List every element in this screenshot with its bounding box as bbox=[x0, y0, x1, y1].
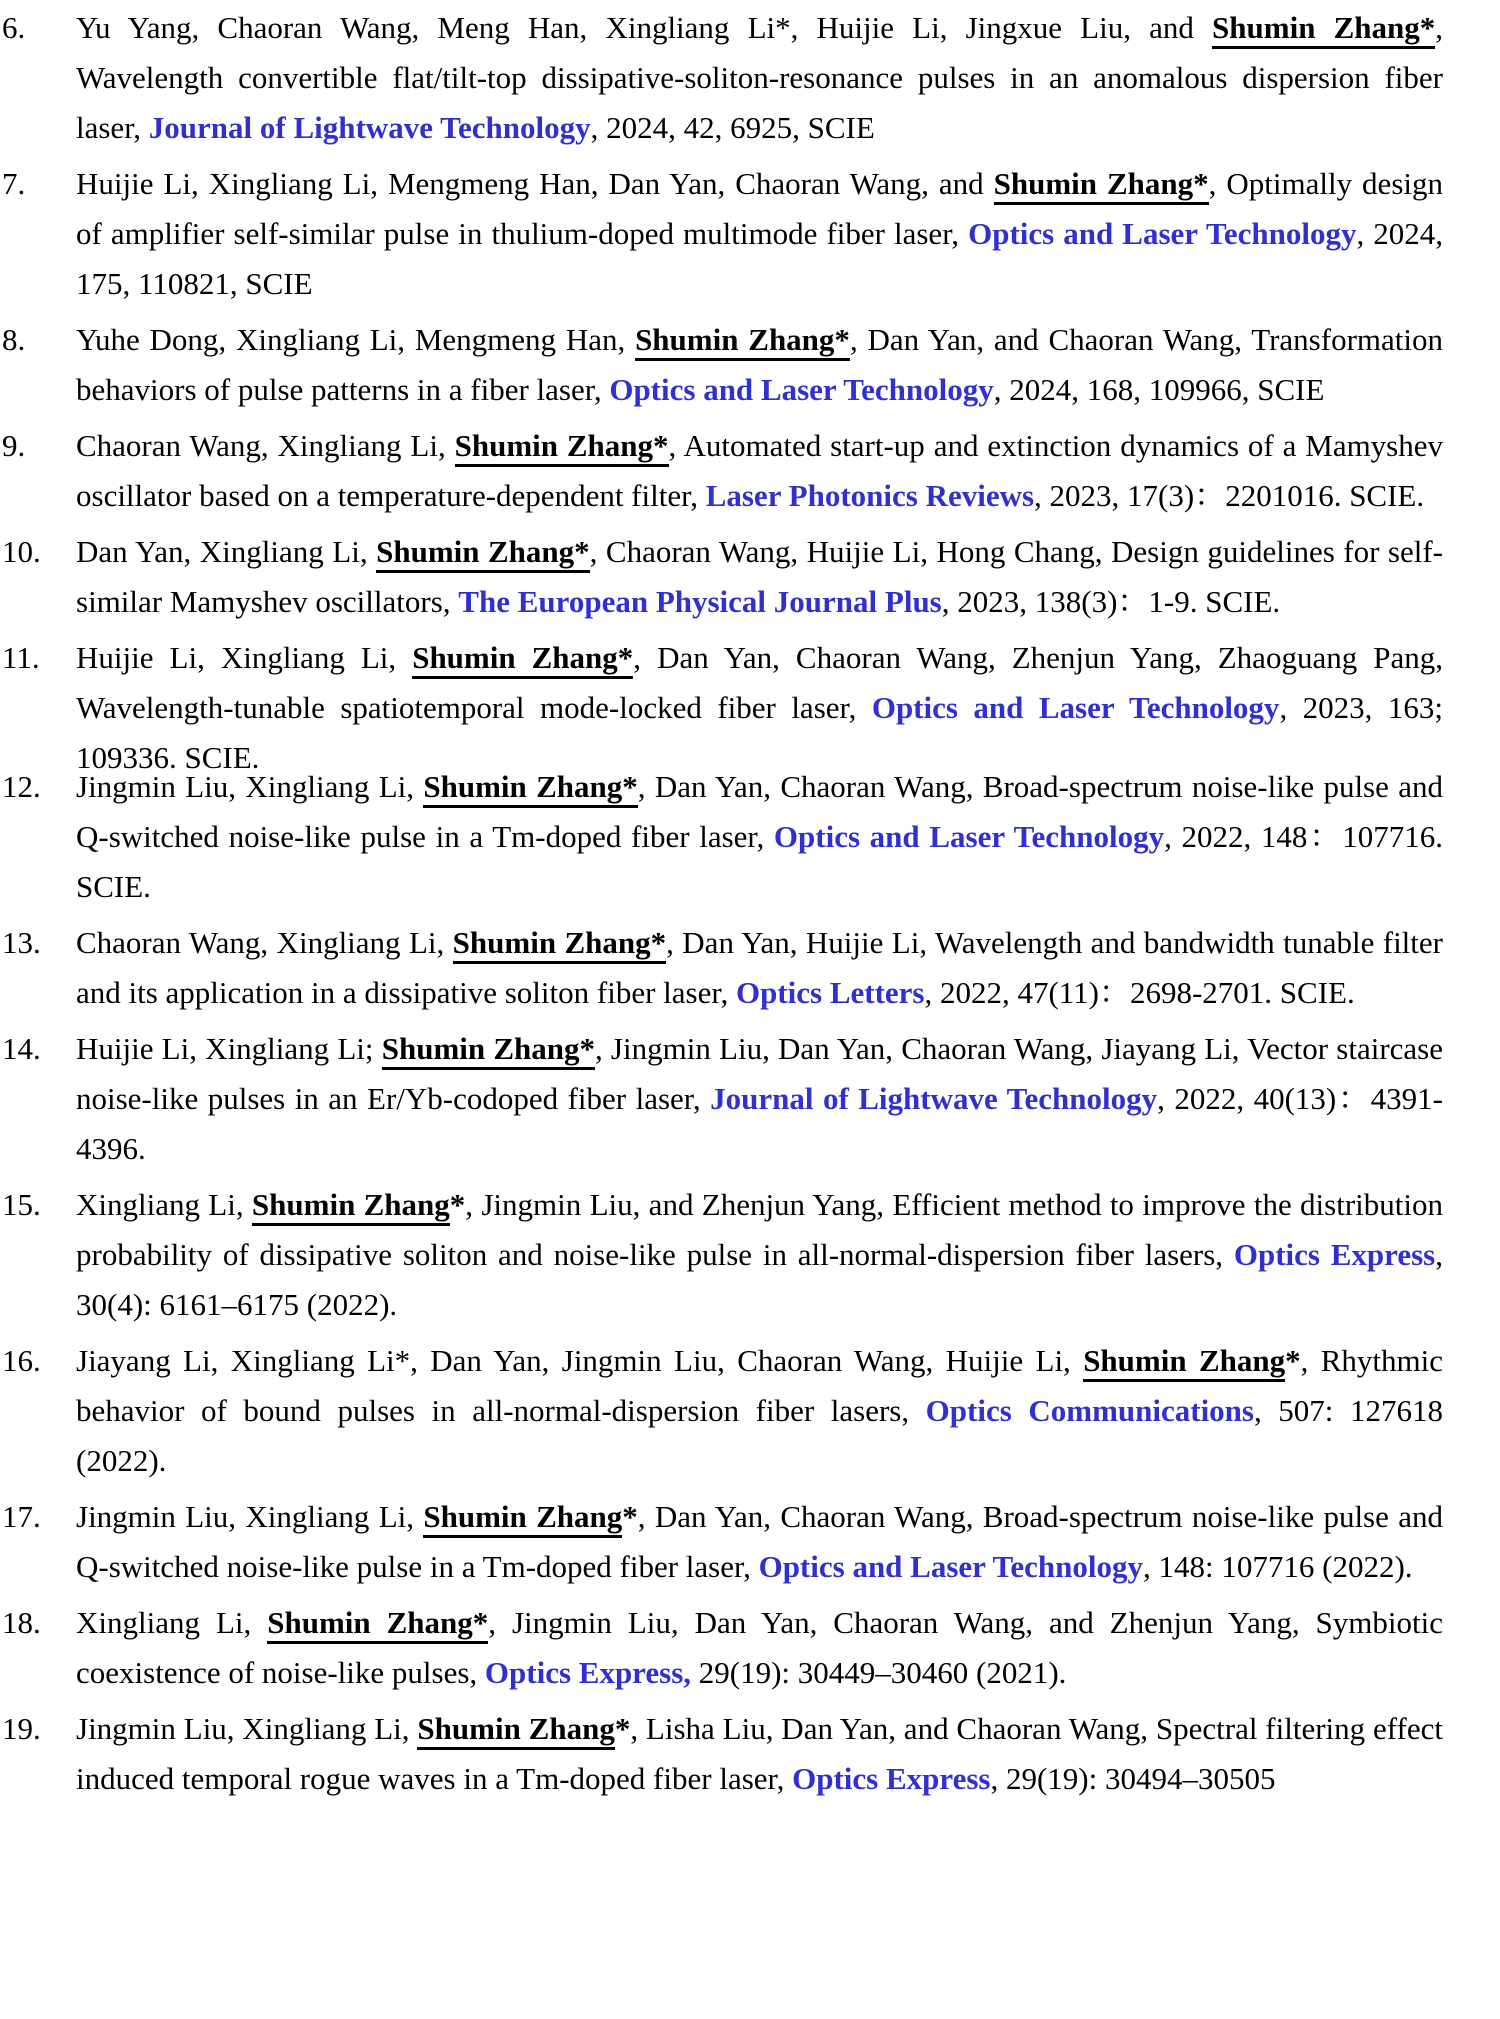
item-number: 12. bbox=[2, 769, 41, 804]
text-segment: Jingmin Liu, Xingliang Li, bbox=[76, 1711, 418, 1746]
journal-name: Laser Photonics Reviews bbox=[705, 478, 1035, 513]
publication-item-8 bbox=[0, 315, 1443, 415]
item-number: 7. bbox=[2, 166, 26, 201]
publication-list bbox=[0, 3, 1443, 1804]
text-segment: Xingliang Li, bbox=[76, 1605, 268, 1640]
item-number: 11. bbox=[2, 640, 40, 675]
publication-text bbox=[76, 428, 1443, 513]
item-number: 19. bbox=[2, 1711, 41, 1746]
publication-text bbox=[76, 1605, 1443, 1690]
publication-text bbox=[76, 1499, 1443, 1584]
text-segment: Yu Yang, Chaoran Wang, Meng Han, Xingliang Li*, Huijie Li, Jingxue Liu, and bbox=[76, 10, 1213, 45]
author-shumin-zhang: Shumin Zhang* bbox=[376, 534, 590, 573]
text-segment: , 2024, 168, 109966, SCIE bbox=[993, 372, 1325, 407]
author-shumin-zhang: Shumin Zhang* bbox=[635, 322, 850, 361]
publication-text bbox=[76, 1031, 1443, 1166]
text-segment: , 2024, 42, 6925, SCIE bbox=[590, 110, 875, 145]
text-segment: , Jingmin Liu, and Zhenjun Yang, Efficient method to improve the distribution probability of dissipative soliton and noise-like pulse in all-normal-dispersion fiber lasers, bbox=[76, 1187, 1443, 1272]
author-shumin-zhang: Shumin Zhang* bbox=[423, 769, 637, 808]
publication-item-19 bbox=[0, 1704, 1443, 1804]
publication-item-12 bbox=[0, 762, 1443, 912]
text-segment: Jingmin Liu, Xingliang Li, bbox=[76, 769, 424, 804]
publication-item-15 bbox=[0, 1180, 1443, 1330]
publication-text bbox=[76, 166, 1443, 301]
journal-name: Optics Express bbox=[792, 1761, 991, 1796]
text-segment: , 2023, 163; 109336. SCIE. bbox=[76, 690, 1443, 775]
text-segment: , Jingmin Liu, Dan Yan, Chaoran Wang, and Zhenjun Yang, Symbiotic coexistence of noise-like pulses, bbox=[76, 1605, 1444, 1690]
text-segment: , Lisha Liu, Dan Yan, and Chaoran Wang, Spectral filtering effect induced temporal rogue waves in a Tm-doped fiber laser, bbox=[76, 1711, 1443, 1796]
item-number: 10. bbox=[2, 534, 41, 569]
text-segment: 29(19): 30449–30460 (2021). bbox=[691, 1655, 1067, 1690]
text-segment: , 507: 127618 (2022). bbox=[76, 1393, 1443, 1478]
text-segment: Chaoran Wang, Xingliang Li, bbox=[76, 428, 455, 463]
text-segment: Jiayang Li, Xingliang Li*, Dan Yan, Jingmin Liu, Chaoran Wang, Huijie Li, bbox=[76, 1343, 1084, 1378]
author-shumin-zhang: Shumin Zhang bbox=[252, 1187, 450, 1226]
publication-item-13 bbox=[0, 918, 1443, 1018]
journal-name: Optics Communications bbox=[925, 1393, 1254, 1428]
publication-item-9 bbox=[0, 421, 1443, 521]
text-segment: Yuhe Dong, Xingliang Li, Mengmeng Han, bbox=[76, 322, 636, 357]
item-number: 16. bbox=[2, 1343, 41, 1378]
publication-text bbox=[76, 925, 1443, 1010]
publication-text bbox=[76, 322, 1443, 407]
text-segment: Xingliang Li, bbox=[76, 1187, 252, 1222]
item-number: 18. bbox=[2, 1605, 41, 1640]
text-segment: , Optimally design of amplifier self-similar pulse in thulium-doped multimode fiber laser, bbox=[76, 166, 1443, 251]
text-segment: , Wavelength convertible flat/tilt-top dissipative-soliton-resonance pulses in an anomalous dispersion fiber laser, bbox=[76, 10, 1444, 145]
author-shumin-zhang: Shumin Zhang* bbox=[994, 166, 1209, 205]
author-asterisk: * bbox=[1285, 1343, 1301, 1378]
text-segment: Dan Yan, Xingliang Li, bbox=[76, 534, 377, 569]
publication-item-17 bbox=[0, 1492, 1443, 1592]
author-shumin-zhang: Shumin Zhang bbox=[423, 1499, 622, 1538]
author-shumin-zhang: Shumin Zhang* bbox=[412, 640, 633, 679]
publication-item-14 bbox=[0, 1024, 1443, 1174]
text-segment: , 30(4): 6161–6175 (2022). bbox=[76, 1237, 1444, 1322]
item-number: 13. bbox=[2, 925, 41, 960]
text-segment: , 2022, 148：107716. SCIE. bbox=[76, 819, 1444, 904]
item-number: 8. bbox=[2, 322, 26, 357]
author-shumin-zhang: Shumin Zhang bbox=[1083, 1343, 1285, 1382]
journal-name: Journal of Lightwave Technology bbox=[148, 110, 591, 145]
text-segment: , Automated start-up and extinction dynamics of a Mamyshev oscillator based on a temperature-dependent filter, bbox=[76, 428, 1444, 513]
publication-item-7 bbox=[0, 159, 1443, 309]
text-segment: , Dan Yan, Chaoran Wang, Broad-spectrum noise-like pulse and Q-switched noise-like pulse in a Tm-doped fiber laser, bbox=[76, 769, 1443, 854]
publication-item-10 bbox=[0, 527, 1443, 627]
text-segment: , 29(19): 30494–30505 bbox=[990, 1761, 1276, 1796]
item-number: 15. bbox=[2, 1187, 41, 1222]
item-number: 6. bbox=[2, 10, 26, 45]
journal-name: Optics and Laser Technology bbox=[871, 690, 1280, 725]
publication-item-16 bbox=[0, 1336, 1443, 1486]
journal-name: Optics and Laser Technology bbox=[609, 372, 994, 407]
publication-text bbox=[76, 640, 1443, 775]
publication-text bbox=[76, 534, 1443, 619]
journal-name: Optics and Laser Technology bbox=[758, 1549, 1144, 1584]
text-segment: , 2022, 40(13)：4391-4396. bbox=[76, 1081, 1443, 1166]
publication-item-11 bbox=[0, 633, 1443, 783]
text-segment: , Dan Yan, Chaoran Wang, Zhenjun Yang, Zhaoguang Pang, Wavelength-tunable spatiotemporal mode-locked fiber laser, bbox=[76, 640, 1443, 725]
journal-name: Optics and Laser Technology bbox=[968, 216, 1357, 251]
text-segment: Huijie Li, Xingliang Li; bbox=[76, 1031, 382, 1066]
publication-text bbox=[76, 1187, 1443, 1322]
publication-item-18 bbox=[0, 1598, 1443, 1698]
author-asterisk: * bbox=[614, 1711, 631, 1746]
author-shumin-zhang: Shumin Zhang bbox=[417, 1711, 614, 1750]
publication-text bbox=[76, 769, 1443, 904]
text-segment: , 2024, 175, 110821, SCIE bbox=[76, 216, 1444, 301]
journal-name: Journal of Lightwave Technology bbox=[710, 1081, 1158, 1116]
item-number: 9. bbox=[2, 428, 26, 463]
text-segment: , 2023, 17(3)：2201016. SCIE. bbox=[1034, 478, 1425, 513]
text-segment: , 2023, 138(3)：1-9. SCIE. bbox=[941, 584, 1281, 619]
text-segment: , Dan Yan, Huijie Li, Wavelength and bandwidth tunable filter and its application in a dissipative soliton fiber laser, bbox=[76, 925, 1443, 1010]
text-segment: , Dan Yan, Chaoran Wang, Broad-spectrum noise-like pulse and Q-switched noise-like pulse in a Tm-doped fiber laser, bbox=[76, 1499, 1443, 1584]
author-shumin-zhang: Shumin Zhang* bbox=[1212, 10, 1435, 49]
text-segment: , Rhythmic behavior of bound pulses in all-normal-dispersion fiber lasers, bbox=[76, 1343, 1444, 1428]
author-shumin-zhang: Shumin Zhang* bbox=[382, 1031, 595, 1070]
publication-text bbox=[76, 1711, 1443, 1796]
text-segment: , Chaoran Wang, Huijie Li, Hong Chang, Design guidelines for self-similar Mamyshev oscillators, bbox=[76, 534, 1444, 619]
author-asterisk: * bbox=[449, 1187, 466, 1222]
text-segment: , 2022, 47(11)：2698-2701. SCIE. bbox=[924, 975, 1355, 1010]
item-number: 14. bbox=[2, 1031, 41, 1066]
text-segment: , Jingmin Liu, Dan Yan, Chaoran Wang, Jiayang Li, Vector staircase noise-like pulses in an Er/Yb-codoped fiber laser, bbox=[76, 1031, 1443, 1116]
item-number: 17. bbox=[2, 1499, 41, 1534]
journal-name: Optics and Laser Technology bbox=[773, 819, 1165, 854]
text-segment: , Dan Yan, and Chaoran Wang, Transformation behaviors of pulse patterns in a fiber laser, bbox=[76, 322, 1443, 407]
publication-text bbox=[76, 1343, 1443, 1478]
text-segment: Huijie Li, Xingliang Li, bbox=[76, 640, 413, 675]
journal-name: Optics Letters bbox=[735, 975, 925, 1010]
text-segment: Jingmin Liu, Xingliang Li, bbox=[76, 1499, 424, 1534]
publication-text bbox=[76, 10, 1443, 145]
author-asterisk: * bbox=[622, 1499, 638, 1534]
journal-name: Optics Express bbox=[1233, 1237, 1436, 1272]
author-shumin-zhang: Shumin Zhang* bbox=[267, 1605, 488, 1644]
author-shumin-zhang: Shumin Zhang* bbox=[453, 925, 666, 964]
author-shumin-zhang: Shumin Zhang* bbox=[455, 428, 669, 467]
text-segment: Huijie Li, Xingliang Li, Mengmeng Han, Dan Yan, Chaoran Wang, and bbox=[76, 166, 994, 201]
journal-name: Optics Express, bbox=[484, 1655, 692, 1690]
text-segment: , 148: 107716 (2022). bbox=[1143, 1549, 1413, 1584]
journal-name: The European Physical Journal Plus bbox=[458, 584, 942, 619]
publication-item-6 bbox=[0, 3, 1443, 153]
text-segment: Chaoran Wang, Xingliang Li, bbox=[76, 925, 453, 960]
